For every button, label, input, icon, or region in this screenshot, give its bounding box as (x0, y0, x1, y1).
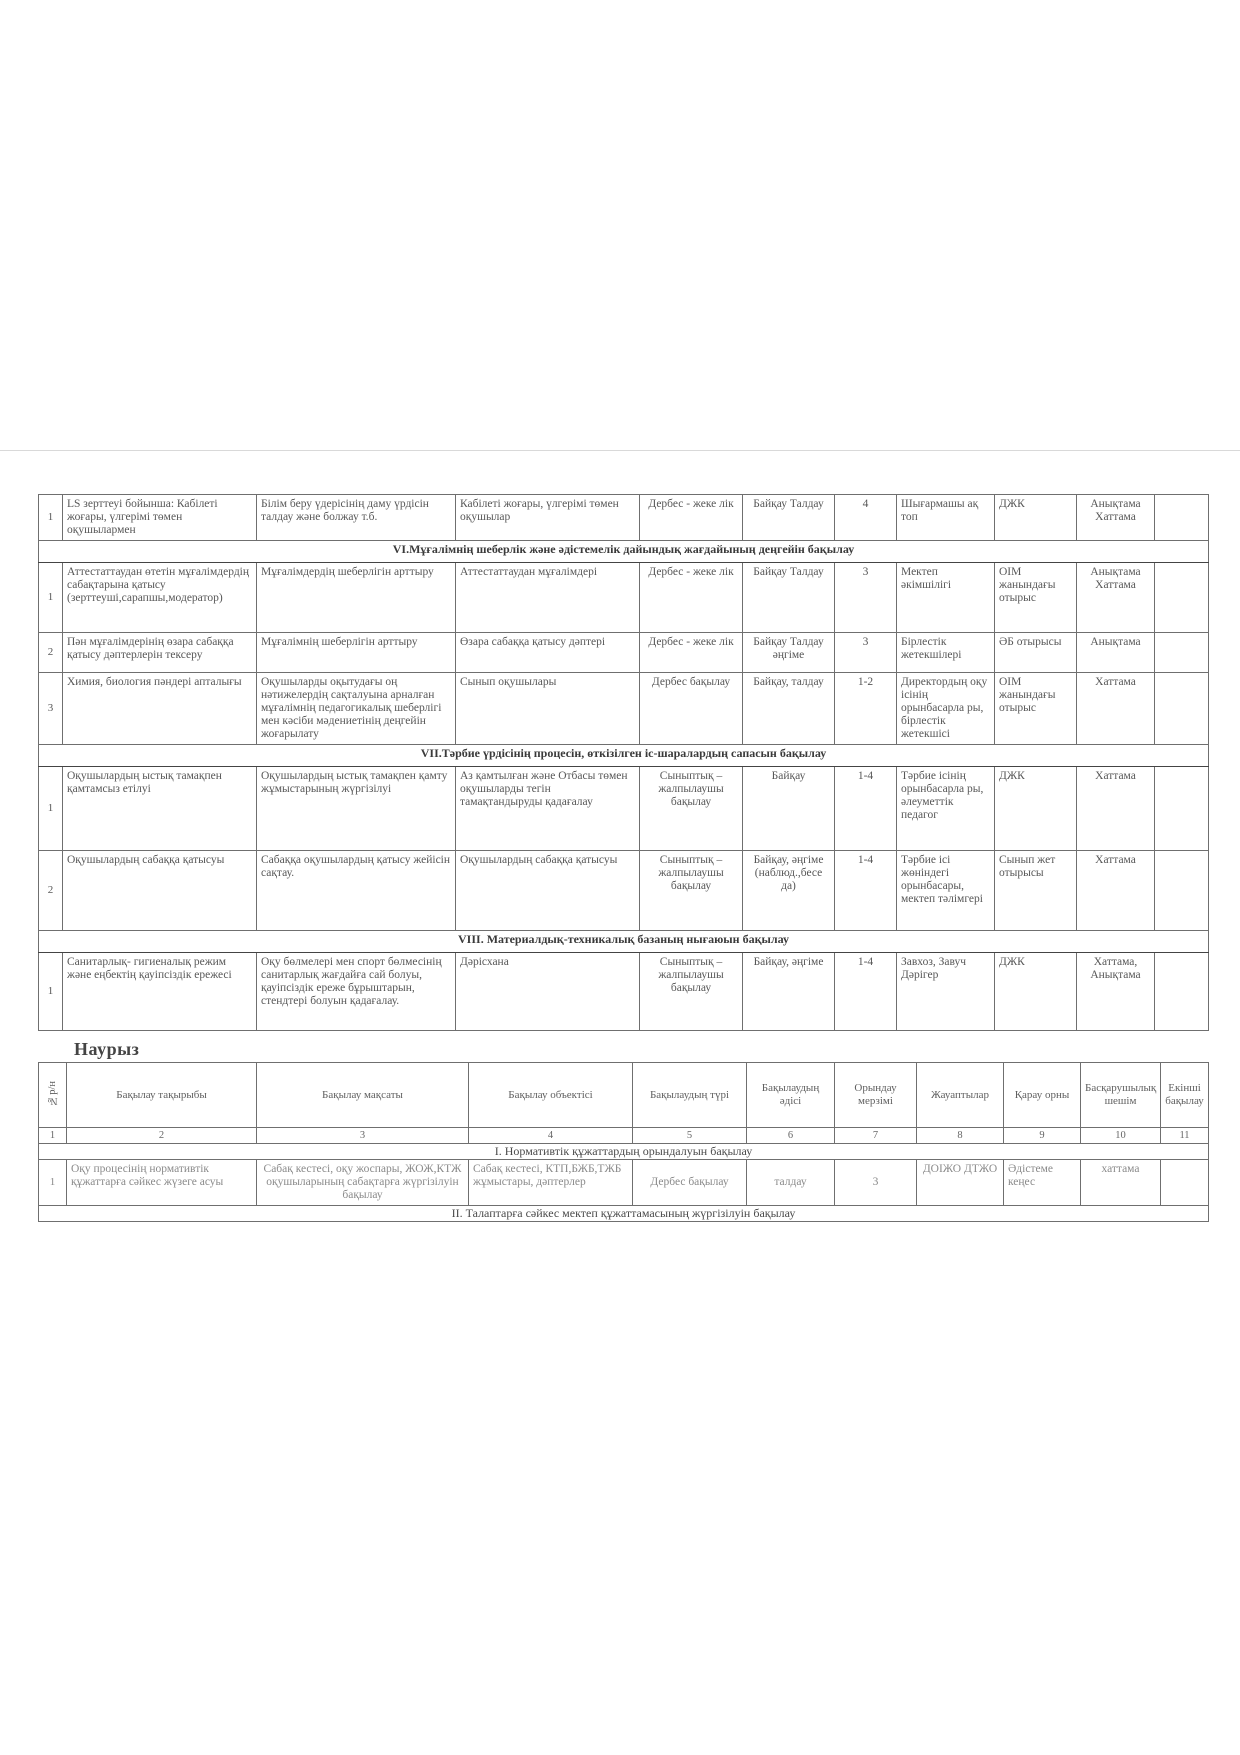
header-number: №р/н (39, 1063, 67, 1128)
table-row (39, 953, 1209, 1031)
goal-cell: Білім беру үдерісінің даму үрдісін талдау және болжау т.б. (257, 495, 456, 541)
header-decision: Басқарушылық шешім (1081, 1063, 1161, 1128)
place-cell: ДЖК (995, 953, 1077, 1031)
row-number: 2 (39, 633, 63, 673)
index-cell: 6 (747, 1128, 835, 1144)
decision-cell: Хаттама, Анықтама (1077, 953, 1155, 1031)
kind-cell: Дербес - жеке лік (640, 495, 743, 541)
goal-cell: Сабаққа оқушылардың қатысу жейісін сақтау. (257, 851, 456, 931)
index-cell: 4 (469, 1128, 633, 1144)
control-plan-table-continued (38, 494, 1209, 1031)
place-cell: Әдістеме кеңес (1004, 1160, 1081, 1206)
section-title: І. Нормативтік құжаттардың орындалуын бақылау (39, 1144, 1209, 1160)
time-cell: 3 (835, 633, 897, 673)
object-cell: Сабақ кестесі, КТП,БЖБ,ТЖБ жұмыстары, дәптерлер (469, 1160, 633, 1206)
object-cell: Дәрісхана (456, 953, 640, 1031)
topic-cell: Аттестаттаудан өтетін мұғалімдердің сабақтарына қатысу (зерттеуші,сарапшы,модератор) (63, 563, 257, 633)
time-cell: 1-4 (835, 953, 897, 1031)
table-row (39, 673, 1209, 745)
goal-cell: Мұғалімнің шеберлігін арттыру (257, 633, 456, 673)
object-cell: Өзара сабаққа қатысу дәптері (456, 633, 640, 673)
object-cell: Оқушылардың сабаққа қатысуы (456, 851, 640, 931)
table-row (39, 633, 1209, 673)
header-goal: Бақылау мақсаты (257, 1063, 469, 1128)
row-number: 1 (39, 563, 63, 633)
method-cell: Байқау Талдау әңгіме (743, 633, 835, 673)
decision-cell: Хаттама (1077, 851, 1155, 931)
place-cell: ОІМ жанындағы отырыс (995, 563, 1077, 633)
time-cell: 4 (835, 495, 897, 541)
time-cell: 1-4 (835, 851, 897, 931)
decision-cell: Анықтама Хаттама (1077, 495, 1155, 541)
responsible-cell: Директордың оқу ісінің орынбасарла ры, бірлестік жетекшісі (897, 673, 995, 745)
empty-cell (1155, 673, 1209, 745)
object-cell: Аз қамтылған және Отбасы төмен оқушыларды тегін тамақтандыруды қадағалау (456, 767, 640, 851)
method-cell: Байқау, әңгіме (наблюд.,бесе да) (743, 851, 835, 931)
kind-cell: Дербес бақылау (633, 1160, 747, 1206)
empty-cell (1155, 767, 1209, 851)
march-control-table (38, 1062, 1209, 1222)
second-control-cell (1161, 1160, 1209, 1206)
section-row (39, 931, 1209, 953)
place-cell: ОІМ жанындағы отырыс (995, 673, 1077, 745)
time-cell: 3 (835, 1160, 917, 1206)
header-time: Орындау мерзімі (835, 1063, 917, 1128)
object-cell: Кабілеті жоғары, үлгерімі төмен оқушылар (456, 495, 640, 541)
topic-cell: Оқушылардың ыстық тамақпен қамтамсыз етілуі (63, 767, 257, 851)
index-cell: 1 (39, 1128, 67, 1144)
index-cell: 7 (835, 1128, 917, 1144)
index-cell: 10 (1081, 1128, 1161, 1144)
topic-cell: Пән мұғалімдерінің өзара сабаққа қатысу дәптерлерін тексеру (63, 633, 257, 673)
control-plan-sheet (38, 494, 1208, 1222)
responsible-cell: Мектеп әкімшілігі (897, 563, 995, 633)
index-cell: 2 (67, 1128, 257, 1144)
goal-cell: Оқу бөлмелері мен спорт бөлмесінің санитарлық жағдайға сай болуы, қауіпсіздік ереже бұрыштарын, стендтері болуын қадағалау. (257, 953, 456, 1031)
table-row (39, 495, 1209, 541)
kind-cell: Дербес - жеке лік (640, 633, 743, 673)
topic-cell: Санитарлық- гигиеналық режим және еңбектің қауіпсіздік ережесі (63, 953, 257, 1031)
responsible-cell: Шығармашы ақ топ (897, 495, 995, 541)
kind-cell: Дербес бақылау (640, 673, 743, 745)
section-row (39, 1206, 1209, 1222)
index-cell: 5 (633, 1128, 747, 1144)
method-cell: Байқау, әңгіме (743, 953, 835, 1031)
method-cell: Байқау (743, 767, 835, 851)
section-row (39, 541, 1209, 563)
method-cell: Байқау, талдау (743, 673, 835, 745)
table-row (39, 1160, 1209, 1206)
empty-cell (1155, 851, 1209, 931)
decision-cell: Анықтама Хаттама (1077, 563, 1155, 633)
index-cell: 8 (917, 1128, 1004, 1144)
place-cell: ДЖК (995, 767, 1077, 851)
index-cell: 11 (1161, 1128, 1209, 1144)
row-number: 3 (39, 673, 63, 745)
empty-cell (1155, 633, 1209, 673)
kind-cell: Сыныптық – жалпылаушы бақылау (640, 851, 743, 931)
decision-cell: Хаттама (1077, 767, 1155, 851)
row-number: 2 (39, 851, 63, 931)
goal-cell: Оқушылардың ыстық тамақпен қамту жұмыстарының жүргізілуі (257, 767, 456, 851)
method-cell: Байқау Талдау (743, 563, 835, 633)
responsible-cell: Тәрбие ісі жөніндегі орынбасары, мектеп тәлімгері (897, 851, 995, 931)
goal-cell: Мұғалімдердің шеберлігін арттыру (257, 563, 456, 633)
header-method: Бақылаудың әдісі (747, 1063, 835, 1128)
place-cell: Сынып жет отырысы (995, 851, 1077, 931)
table-header-row (39, 1063, 1209, 1128)
kind-cell: Дербес - жеке лік (640, 563, 743, 633)
responsible-cell: Бірлестік жетекшілері (897, 633, 995, 673)
object-cell: Аттестаттаудан мұғалімдері (456, 563, 640, 633)
section-title: VIII. Материалдық-техникалық базаның нығаюын бақылау (39, 931, 1209, 953)
decision-cell: Хаттама (1077, 673, 1155, 745)
header-place: Қарау орны (1004, 1063, 1081, 1128)
header-kind: Бақылаудың түрі (633, 1063, 747, 1128)
row-number: 1 (39, 1160, 67, 1206)
time-cell: 1-2 (835, 673, 897, 745)
empty-cell (1155, 495, 1209, 541)
section-title: ІІ. Талаптарға сәйкес мектеп құжаттамасының жүргізілуін бақылау (39, 1206, 1209, 1222)
kind-cell: Сыныптық – жалпылаушы бақылау (640, 767, 743, 851)
header-second-control: Екінші бақылау (1161, 1063, 1209, 1128)
topic-cell: LS зерттеуі бойынша: Кабілеті жоғары, үлгерімі төмен оқушылармен (63, 495, 257, 541)
section-title: VII.Тәрбие үрдісінің процесін, өткізілген іс-шаралардың сапасын бақылау (39, 745, 1209, 767)
table-row (39, 767, 1209, 851)
row-number: 1 (39, 767, 63, 851)
empty-cell (1155, 563, 1209, 633)
time-cell: 1-4 (835, 767, 897, 851)
topic-cell: Оқу процесінің нормативтік құжаттарға сәйкес жүзеге асуы (67, 1160, 257, 1206)
method-cell: талдау (747, 1160, 835, 1206)
month-title: Наурыз (74, 1039, 140, 1059)
topic-cell: Химия, биология пәндері апталығы (63, 673, 257, 745)
section-title: VI.Мұғалімнің шеберлік және әдістемелік дайындық жағдайының деңгейін бақылау (39, 541, 1209, 563)
object-cell: Сынып оқушылары (456, 673, 640, 745)
index-cell: 3 (257, 1128, 469, 1144)
place-cell: ӘБ отырысы (995, 633, 1077, 673)
place-cell: ДЖК (995, 495, 1077, 541)
topic-cell: Оқушылардың сабаққа қатысуы (63, 851, 257, 931)
goal-cell: Оқушыларды оқытудағы оң нәтижелердің сақталуына арналған мұғалімнің педагогикалық шеберлігі мен кәсіби мәдениетінің деңгейін жоғарылату (257, 673, 456, 745)
section-row (39, 745, 1209, 767)
responsible-cell: ДОІЖО ДТЖО (917, 1160, 1004, 1206)
row-number: 1 (39, 495, 63, 541)
goal-cell: Сабақ кестесі, оқу жоспары, ЖОЖ,КТЖ оқушыларының сабақтарға жүргізілуін бақылау (257, 1160, 469, 1206)
table-row (39, 851, 1209, 931)
decision-cell: Анықтама (1077, 633, 1155, 673)
row-number: 1 (39, 953, 63, 1031)
index-cell: 9 (1004, 1128, 1081, 1144)
responsible-cell: Завхоз, Завуч Дәрігер (897, 953, 995, 1031)
table-row (39, 563, 1209, 633)
decision-cell: хаттама (1081, 1160, 1161, 1206)
kind-cell: Сыныптық – жалпылаушы бақылау (640, 953, 743, 1031)
responsible-cell: Тәрбие ісінің орынбасарла ры, әлеуметтік педагог (897, 767, 995, 851)
header-topic: Бақылау тақырыбы (67, 1063, 257, 1128)
time-cell: 3 (835, 563, 897, 633)
method-cell: Байқау Талдау (743, 495, 835, 541)
header-responsible: Жауаптылар (917, 1063, 1004, 1128)
scan-edge-line (0, 450, 1240, 451)
column-index-row (39, 1128, 1209, 1144)
section-row (39, 1144, 1209, 1160)
header-object: Бақылау объектісі (469, 1063, 633, 1128)
empty-cell (1155, 953, 1209, 1031)
